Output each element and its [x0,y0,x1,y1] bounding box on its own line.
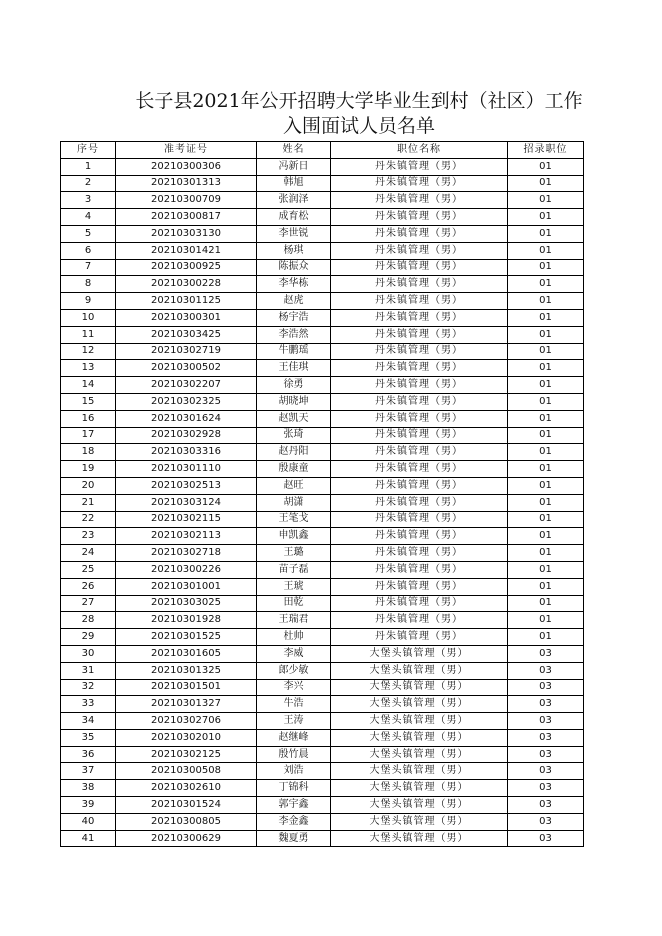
cell-exam-id: 20210302928 [116,427,257,444]
cell-position: 丹朱镇管理（男） [331,259,508,276]
cell-position-code: 01 [508,444,584,461]
cell-exam-id: 20210302125 [116,746,257,763]
cell-name: 赵旺 [257,477,331,494]
table-row [61,696,584,713]
cell-name: 牛浩 [257,696,331,713]
cell-position-code: 03 [508,713,584,730]
cell-seq: 18 [61,444,116,461]
table-row [61,360,584,377]
cell-position-code: 01 [508,561,584,578]
cell-seq: 40 [61,813,116,830]
cell-name: 苗子磊 [257,561,331,578]
cell-name: 徐勇 [257,377,331,394]
cell-name: 成育松 [257,209,331,226]
header-seq: 序号 [61,142,116,159]
cell-exam-id: 20210302113 [116,528,257,545]
cell-position-code: 03 [508,813,584,830]
cell-exam-id: 20210300226 [116,561,257,578]
cell-seq: 8 [61,276,116,293]
cell-exam-id: 20210300228 [116,276,257,293]
cell-seq: 21 [61,494,116,511]
cell-name: 李威 [257,645,331,662]
cell-name: 李华栋 [257,276,331,293]
cell-position-code: 01 [508,494,584,511]
cell-exam-id: 20210300306 [116,158,257,175]
cell-seq: 3 [61,192,116,209]
cell-seq: 31 [61,662,116,679]
cell-position-code: 03 [508,645,584,662]
table-row [61,578,584,595]
cell-seq: 37 [61,763,116,780]
cell-exam-id: 20210302207 [116,377,257,394]
cell-position-code: 01 [508,343,584,360]
cell-seq: 35 [61,729,116,746]
cell-position: 丹朱镇管理（男） [331,209,508,226]
cell-seq: 14 [61,377,116,394]
cell-exam-id: 20210303025 [116,595,257,612]
cell-position: 大堡头镇管理（男） [331,780,508,797]
cell-exam-id: 20210301313 [116,175,257,192]
cell-position: 大堡头镇管理（男） [331,830,508,847]
table-row [61,545,584,562]
cell-exam-id: 20210302115 [116,511,257,528]
cell-position-code: 03 [508,746,584,763]
table-row [61,629,584,646]
table-row [61,326,584,343]
cell-name: 殷康童 [257,461,331,478]
cell-position: 丹朱镇管理（男） [331,528,508,545]
cell-seq: 38 [61,780,116,797]
cell-position: 丹朱镇管理（男） [331,595,508,612]
cell-name: 张润泽 [257,192,331,209]
cell-position: 丹朱镇管理（男） [331,494,508,511]
cell-position: 丹朱镇管理（男） [331,444,508,461]
cell-position-code: 03 [508,780,584,797]
table-row [61,276,584,293]
cell-name: 王琥 [257,578,331,595]
cell-exam-id: 20210301605 [116,645,257,662]
cell-exam-id: 20210302010 [116,729,257,746]
cell-position: 丹朱镇管理（男） [331,578,508,595]
header-name: 姓名 [257,142,331,159]
cell-exam-id: 20210300629 [116,830,257,847]
cell-position: 丹朱镇管理（男） [331,393,508,410]
table-row [61,343,584,360]
cell-position: 大堡头镇管理（男） [331,797,508,814]
cell-seq: 24 [61,545,116,562]
table-row [61,780,584,797]
cell-name: 郭宇鑫 [257,797,331,814]
cell-position: 丹朱镇管理（男） [331,612,508,629]
cell-name: 丁锦科 [257,780,331,797]
table-row [61,763,584,780]
cell-position-code: 01 [508,545,584,562]
cell-position: 大堡头镇管理（男） [331,763,508,780]
cell-position: 丹朱镇管理（男） [331,360,508,377]
cell-position: 丹朱镇管理（男） [331,158,508,175]
cell-position-code: 01 [508,578,584,595]
cell-name: 赵继峰 [257,729,331,746]
cell-name: 陈振众 [257,259,331,276]
cell-position-code: 01 [508,477,584,494]
table-row [61,477,584,494]
cell-exam-id: 20210301325 [116,662,257,679]
cell-seq: 5 [61,225,116,242]
cell-seq: 11 [61,326,116,343]
table-row [61,830,584,847]
cell-position: 丹朱镇管理（男） [331,511,508,528]
cell-name: 杜帅 [257,629,331,646]
cell-position: 大堡头镇管理（男） [331,746,508,763]
cell-name: 李浩然 [257,326,331,343]
table-row [61,511,584,528]
table-row [61,259,584,276]
cell-seq: 17 [61,427,116,444]
cell-exam-id: 20210301125 [116,293,257,310]
table-row [61,293,584,310]
table-row [61,746,584,763]
cell-exam-id: 20210303130 [116,225,257,242]
cell-exam-id: 20210302718 [116,545,257,562]
table-row [61,309,584,326]
cell-seq: 16 [61,410,116,427]
cell-exam-id: 20210301327 [116,696,257,713]
table-row [61,410,584,427]
cell-exam-id: 20210301525 [116,629,257,646]
cell-seq: 15 [61,393,116,410]
cell-seq: 10 [61,309,116,326]
cell-seq: 4 [61,209,116,226]
cell-position: 丹朱镇管理（男） [331,225,508,242]
cell-position-code: 01 [508,276,584,293]
cell-position: 丹朱镇管理（男） [331,427,508,444]
header-exam-id: 准考证号 [116,142,257,159]
cell-name: 郎少敏 [257,662,331,679]
cell-seq: 19 [61,461,116,478]
cell-position-code: 01 [508,192,584,209]
table-row [61,444,584,461]
cell-seq: 26 [61,578,116,595]
cell-seq: 27 [61,595,116,612]
cell-position: 大堡头镇管理（男） [331,713,508,730]
cell-name: 冯新日 [257,158,331,175]
cell-position-code: 01 [508,158,584,175]
cell-name: 李世锐 [257,225,331,242]
cell-name: 田乾 [257,595,331,612]
cell-seq: 1 [61,158,116,175]
cell-position: 丹朱镇管理（男） [331,377,508,394]
cell-seq: 12 [61,343,116,360]
cell-name: 胡潇 [257,494,331,511]
cell-seq: 6 [61,242,116,259]
cell-exam-id: 20210300709 [116,192,257,209]
cell-position: 大堡头镇管理（男） [331,729,508,746]
cell-position: 丹朱镇管理（男） [331,410,508,427]
cell-position-code: 01 [508,612,584,629]
cell-position-code: 01 [508,225,584,242]
cell-position: 大堡头镇管理（男） [331,662,508,679]
cell-seq: 36 [61,746,116,763]
cell-seq: 29 [61,629,116,646]
cell-position: 丹朱镇管理（男） [331,343,508,360]
cell-name: 李兴 [257,679,331,696]
cell-position: 丹朱镇管理（男） [331,545,508,562]
cell-position: 丹朱镇管理（男） [331,477,508,494]
cell-seq: 13 [61,360,116,377]
table-row [61,225,584,242]
cell-name: 殷竹晨 [257,746,331,763]
cell-exam-id: 20210300301 [116,309,257,326]
cell-position-code: 01 [508,629,584,646]
cell-seq: 23 [61,528,116,545]
cell-seq: 32 [61,679,116,696]
cell-name: 李金鑫 [257,813,331,830]
table-row [61,561,584,578]
cell-position: 丹朱镇管理（男） [331,192,508,209]
cell-exam-id: 20210301624 [116,410,257,427]
cell-seq: 22 [61,511,116,528]
table-body [61,158,584,847]
document-subtitle: 入围面试人员名单 [282,115,435,137]
cell-position: 丹朱镇管理（男） [331,175,508,192]
cell-position: 大堡头镇管理（男） [331,679,508,696]
cell-name: 魏夏勇 [257,830,331,847]
cell-position: 丹朱镇管理（男） [331,276,508,293]
cell-position: 大堡头镇管理（男） [331,645,508,662]
cell-position: 丹朱镇管理（男） [331,561,508,578]
cell-exam-id: 20210303316 [116,444,257,461]
cell-position-code: 01 [508,461,584,478]
cell-position-code: 01 [508,242,584,259]
cell-name: 胡晓坤 [257,393,331,410]
cell-position-code: 01 [508,595,584,612]
cell-exam-id: 20210300508 [116,763,257,780]
cell-position: 丹朱镇管理（男） [331,293,508,310]
cell-name: 杨宇浩 [257,309,331,326]
cell-position: 丹朱镇管理（男） [331,326,508,343]
cell-position-code: 01 [508,259,584,276]
cell-name: 杨琪 [257,242,331,259]
cell-position-code: 01 [508,293,584,310]
cell-exam-id: 20210302325 [116,393,257,410]
cell-position-code: 03 [508,763,584,780]
cell-name: 王涛 [257,713,331,730]
cell-position: 丹朱镇管理（男） [331,461,508,478]
header-position-code: 招录职位 [508,142,584,159]
header-position: 职位名称 [331,142,508,159]
cell-name: 赵凯天 [257,410,331,427]
cell-exam-id: 20210301110 [116,461,257,478]
cell-position: 丹朱镇管理（男） [331,629,508,646]
table-row [61,713,584,730]
table-row [61,427,584,444]
cell-position-code: 01 [508,427,584,444]
cell-exam-id: 20210301501 [116,679,257,696]
cell-position-code: 01 [508,410,584,427]
cell-seq: 7 [61,259,116,276]
cell-seq: 30 [61,645,116,662]
cell-position-code: 01 [508,528,584,545]
cell-name: 王瑞君 [257,612,331,629]
table-row [61,192,584,209]
table-row [61,242,584,259]
cell-exam-id: 20210301524 [116,797,257,814]
cell-position-code: 03 [508,696,584,713]
table-row [61,209,584,226]
cell-seq: 39 [61,797,116,814]
cell-exam-id: 20210303124 [116,494,257,511]
cell-position-code: 01 [508,393,584,410]
cell-exam-id: 20210300502 [116,360,257,377]
cell-exam-id: 20210302610 [116,780,257,797]
cell-name: 王笔戈 [257,511,331,528]
candidate-table [60,141,584,847]
cell-position-code: 03 [508,662,584,679]
table-row [61,797,584,814]
cell-exam-id: 20210302513 [116,477,257,494]
cell-exam-id: 20210300805 [116,813,257,830]
table-row [61,595,584,612]
cell-name: 刘浩 [257,763,331,780]
cell-position-code: 03 [508,679,584,696]
cell-position-code: 03 [508,729,584,746]
cell-name: 赵虎 [257,293,331,310]
table-row [61,461,584,478]
table-row [61,679,584,696]
cell-name: 王璐 [257,545,331,562]
table-row [61,393,584,410]
cell-seq: 20 [61,477,116,494]
cell-position: 丹朱镇管理（男） [331,242,508,259]
table-row [61,528,584,545]
cell-position-code: 01 [508,209,584,226]
cell-seq: 25 [61,561,116,578]
table-row [61,729,584,746]
cell-position: 大堡头镇管理（男） [331,696,508,713]
table-row [61,813,584,830]
cell-position-code: 01 [508,326,584,343]
cell-exam-id: 20210302706 [116,713,257,730]
cell-name: 申凯鑫 [257,528,331,545]
cell-position: 丹朱镇管理（男） [331,309,508,326]
cell-position-code: 01 [508,360,584,377]
cell-name: 韩旭 [257,175,331,192]
cell-exam-id: 20210302719 [116,343,257,360]
table-row [61,662,584,679]
cell-seq: 33 [61,696,116,713]
cell-exam-id: 20210301421 [116,242,257,259]
table-header-row [61,142,584,159]
cell-exam-id: 20210300817 [116,209,257,226]
cell-position-code: 03 [508,797,584,814]
cell-position-code: 01 [508,175,584,192]
cell-seq: 9 [61,293,116,310]
table-row [61,377,584,394]
cell-seq: 41 [61,830,116,847]
table-row [61,175,584,192]
cell-seq: 2 [61,175,116,192]
cell-position: 大堡头镇管理（男） [331,813,508,830]
table-row [61,158,584,175]
cell-exam-id: 20210301001 [116,578,257,595]
cell-position-code: 01 [508,309,584,326]
table-row [61,494,584,511]
cell-name: 牛鹏瑶 [257,343,331,360]
cell-name: 张琦 [257,427,331,444]
cell-exam-id: 20210300925 [116,259,257,276]
cell-exam-id: 20210303425 [116,326,257,343]
table-row [61,645,584,662]
cell-name: 赵丹阳 [257,444,331,461]
table-row [61,612,584,629]
cell-seq: 28 [61,612,116,629]
cell-name: 王佳琪 [257,360,331,377]
cell-position-code: 03 [508,830,584,847]
cell-exam-id: 20210301928 [116,612,257,629]
cell-seq: 34 [61,713,116,730]
document-title: 长子县2021年公开招聘大学毕业生到村（社区）工作 [135,90,583,112]
cell-position-code: 01 [508,511,584,528]
cell-position-code: 01 [508,377,584,394]
